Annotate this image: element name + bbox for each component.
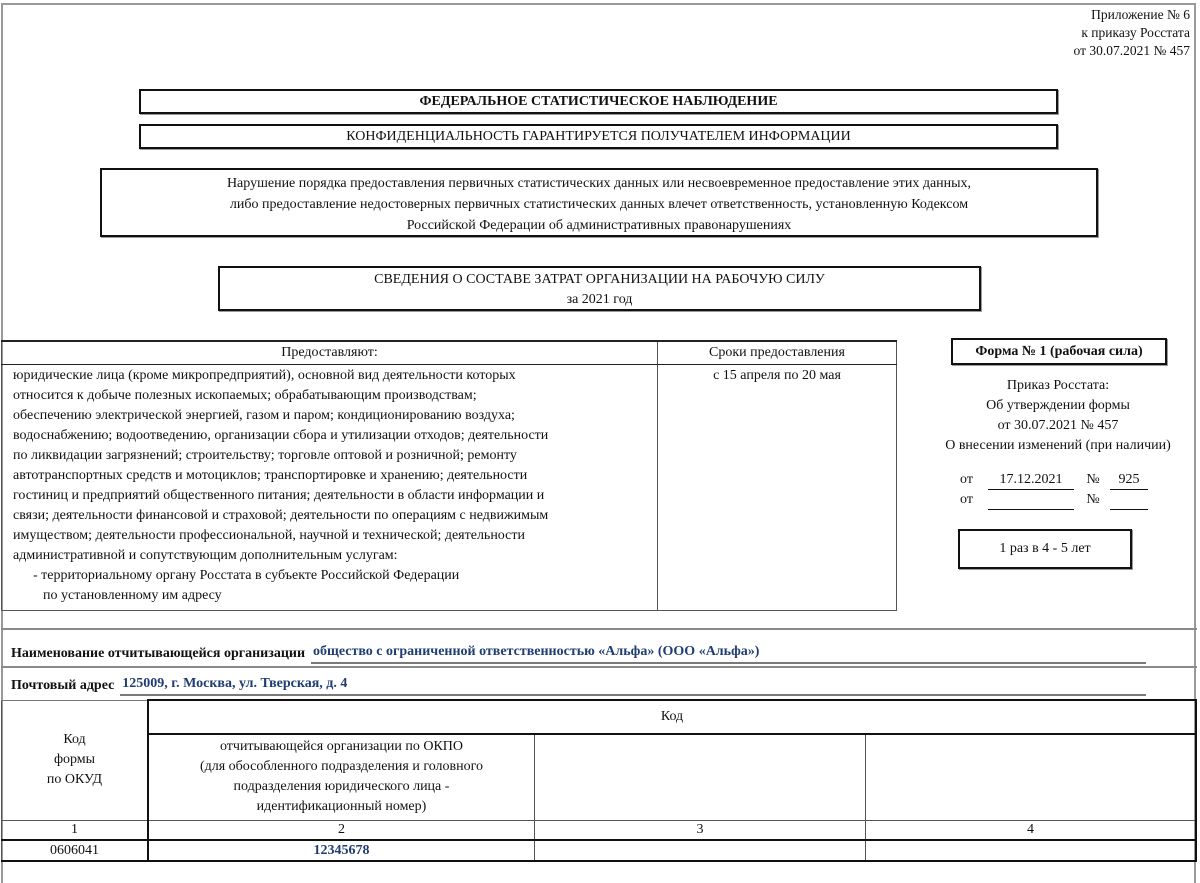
- providers-line: относится к добыче полезных ископаемых; обрабатывающим производствам;: [13, 388, 477, 403]
- codes-table: [1, 699, 1197, 862]
- okpo-header-line: подразделения юридического лица -: [233, 779, 450, 795]
- report-period: за 2021 год: [566, 292, 633, 307]
- appendix-line: к приказу Росстата: [1081, 25, 1190, 40]
- postal-address-row: [11, 674, 1146, 696]
- code-group-header: Код: [148, 700, 1196, 734]
- code-col3-header: [535, 734, 866, 820]
- col-number: 4: [866, 820, 1197, 840]
- providers-line: связи; деятельности финансовой и страховой; деятельности по операциям с недвижимым: [13, 508, 549, 523]
- amendment-number-label: №: [1086, 472, 1100, 487]
- providers-line: имуществом; деятельности профессиональной, научной и технической; деятельности: [13, 528, 525, 543]
- code-col3-value[interactable]: [535, 840, 866, 861]
- providers-line: гостиниц и предприятий общественного питания; деятельности в области информации и: [13, 488, 545, 503]
- amendment-date-field[interactable]: [988, 491, 1074, 510]
- postal-address-field[interactable]: 125009, г. Москва, ул. Тверская, д. 4: [120, 674, 1146, 696]
- providers-header-deadline: Сроки предоставления: [658, 341, 897, 365]
- report-title-box: [218, 266, 981, 311]
- col-number: 3: [535, 820, 866, 840]
- amendment-from-label: от: [960, 492, 973, 507]
- col-number: 1: [2, 820, 149, 840]
- confidentiality-banner: КОНФИДЕНЦИАЛЬНОСТЬ ГАРАНТИРУЕТСЯ ПОЛУЧАТЕЛЕМ ИНФОРМАЦИИ: [139, 124, 1058, 149]
- organization-name-label: Наименование отчитывающейся организации: [11, 646, 306, 661]
- okud-header-line: формы: [53, 752, 96, 767]
- col-number: 2: [148, 820, 535, 840]
- divider: [1, 666, 1197, 668]
- okpo-header-line: (для обособленного подразделения и головного: [199, 759, 484, 775]
- providers-line: юридические лица (кроме микропредприятий), основной вид деятельности которых: [13, 368, 516, 383]
- code-col4-header: [866, 734, 1197, 820]
- organization-name-row: [11, 642, 1146, 664]
- organization-name-field[interactable]: общество с ограниченной ответственностью «Альфа» (ООО «Альфа»): [311, 642, 1146, 664]
- amendment-number-label: №: [1086, 492, 1100, 507]
- okpo-header: [148, 734, 535, 820]
- okud-header-line: Код: [63, 732, 86, 747]
- providers-cell: [2, 365, 658, 611]
- okud-code-value[interactable]: 0606041: [2, 840, 149, 861]
- okpo-header-line: отчитывающейся организации по ОКПО: [219, 739, 464, 755]
- amendment-row: [960, 470, 1160, 490]
- order-line: от 30.07.2021 № 457: [997, 418, 1119, 433]
- amendments: [960, 470, 1160, 510]
- appendix-line: от 30.07.2021 № 457: [1073, 43, 1190, 58]
- order-line: Об утверждении формы: [986, 398, 1130, 413]
- warning-line: Российской Федерации об административных правонарушениях: [406, 218, 792, 233]
- okpo-header-line: идентификационный номер): [256, 799, 427, 815]
- providers-sub-line: по установленному им адресу: [43, 588, 222, 603]
- providers-line: водоснабжению; водоотведению, организации сбора и утилизации отходов; деятельности: [13, 428, 549, 443]
- code-col4-value[interactable]: [866, 840, 1197, 861]
- deadline-value: с 15 апреля по 20 мая: [713, 368, 841, 383]
- okud-header: [2, 700, 149, 820]
- providers-line: по ликвидации загрязнений; строительству; торговле оптовой и розничной; ремонту: [13, 448, 517, 463]
- providers-sub-line: - территориальному органу Росстата в субъекте Российской Федерации: [33, 568, 460, 583]
- providers-line: административной и сопутствующим дополнительным услугам:: [13, 548, 398, 563]
- providers-table: [1, 340, 897, 611]
- report-title: СВЕДЕНИЯ О СОСТАВЕ ЗАТРАТ ОРГАНИЗАЦИИ НА РАБОЧУЮ СИЛУ: [374, 272, 825, 287]
- order-line: О внесении изменений (при наличии): [945, 438, 1171, 453]
- providers-line: автотранспортных средств и мотоциклов; транспортировке и хранению; деятельности: [13, 468, 528, 483]
- amendment-from-label: от: [960, 472, 973, 487]
- providers-header-who: Предоставляют:: [2, 341, 658, 365]
- postal-address-label: Почтовый адрес: [11, 678, 115, 693]
- okpo-code-value[interactable]: 12345678: [148, 840, 535, 861]
- providers-line: обеспечению электрической энергией, газом и паром; кондиционированию воздуха;: [13, 408, 515, 423]
- warning-line: либо предоставление недостоверных первичных статистических данных влечет ответственность, установленную Кодексом: [229, 197, 969, 212]
- divider: [1, 628, 1197, 630]
- okud-header-line: по ОКУД: [46, 772, 103, 787]
- amendment-row: [960, 490, 1160, 510]
- deadline-cell: [658, 365, 897, 611]
- warning-line: Нарушение порядка предоставления первичных статистических данных или несвоевременное предоставление этих данных,: [226, 176, 972, 191]
- appendix-line: Приложение № 6: [1091, 7, 1190, 22]
- warning-box: [100, 168, 1098, 237]
- order-line: Приказ Росстата:: [1006, 378, 1110, 393]
- amendment-number-field[interactable]: 925: [1110, 471, 1148, 490]
- frequency-box: 1 раз в 4 - 5 лет: [958, 529, 1132, 569]
- federal-observation-banner: ФЕДЕРАЛЬНОЕ СТАТИСТИЧЕСКОЕ НАБЛЮДЕНИЕ: [139, 89, 1058, 114]
- amendment-date-field[interactable]: 17.12.2021: [988, 471, 1074, 490]
- amendment-number-field[interactable]: [1110, 491, 1148, 510]
- appendix-note: [1074, 6, 1190, 60]
- form-name: Форма № 1 (рабочая сила): [951, 338, 1167, 365]
- order-info: [920, 376, 1196, 456]
